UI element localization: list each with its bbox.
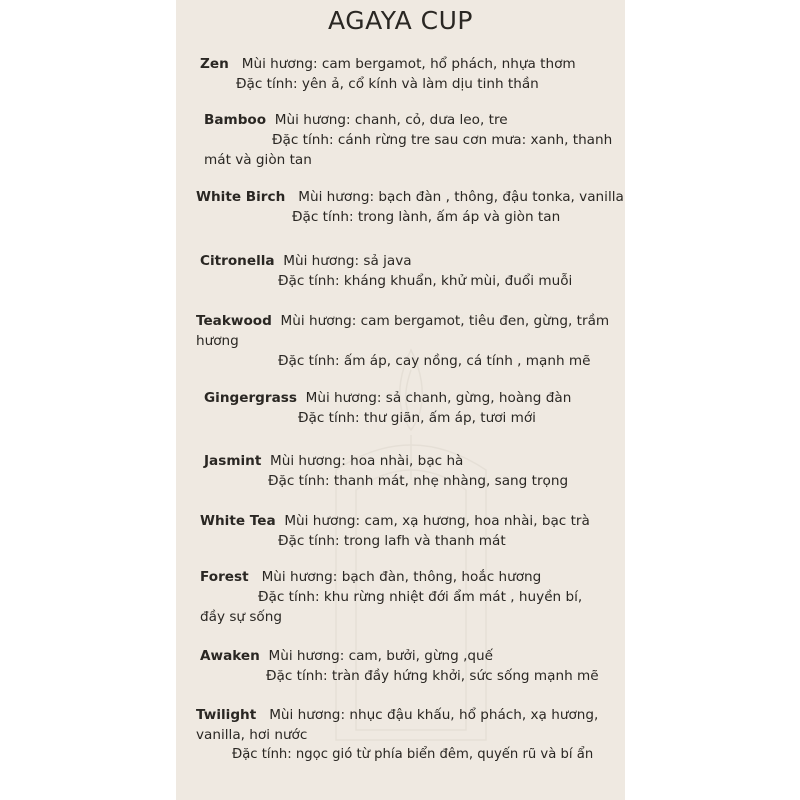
page-title: AGAYA CUP	[328, 6, 473, 35]
scent-notes: Mùi hương: cam, bưởi, gừng ,quế	[268, 648, 494, 664]
scent-name: Zen	[200, 56, 229, 72]
scent-name: White Tea	[200, 513, 276, 529]
scent-notes: Mùi hương: chanh, cỏ, dưa leo, tre	[274, 112, 508, 128]
scent-notes: Mùi hương: sả chanh, gừng, hoàng đàn	[305, 390, 572, 406]
scent-notes: Mùi hương: hoa nhài, bạc hà	[269, 453, 464, 469]
scent-notes: Mùi hương: cam bergamot, hổ phách, nhựa thơm	[241, 56, 576, 72]
scent-name: Awaken	[200, 648, 260, 664]
scent-traits-cont: mát và giòn tan	[204, 152, 312, 168]
scent-name: Bamboo	[204, 112, 267, 128]
scent-traits: Đặc tính: yên ả, cổ kính và làm dịu tinh thần	[236, 76, 539, 92]
scent-traits: Đặc tính: thư giãn, ấm áp, tươi mới	[298, 410, 536, 426]
scent-traits-cont: đầy sự sống	[200, 609, 282, 625]
scent-traits: Đặc tính: khu rừng nhiệt đới ẩm mát , huyền bí,	[258, 589, 583, 605]
scent-name: Jasmint	[204, 453, 262, 469]
scent-traits: Đặc tính: trong lafh và thanh mát	[278, 533, 506, 549]
scent-traits: Đặc tính: ngọc gió từ phía biển đêm, quyến rũ và bí ẩn	[232, 747, 594, 762]
scent-notes: Mùi hương: sả java	[283, 253, 412, 269]
scent-name: Teakwood	[196, 313, 272, 329]
scent-traits: Đặc tính: tràn đầy hứng khởi, sức sống mạnh mẽ	[266, 668, 599, 684]
scent-notes: Mùi hương: nhục đậu khấu, hổ phách, xạ hương,	[269, 707, 599, 723]
scent-notes: Mùi hương: bạch đàn , thông, đậu tonka, vanilla	[298, 189, 624, 205]
scent-name: Forest	[200, 569, 249, 585]
scent-name: Twilight	[196, 707, 257, 723]
scent-traits: Đặc tính: trong lành, ấm áp và giòn tan	[292, 209, 561, 225]
scent-name: White Birch	[196, 189, 286, 205]
scent-notes: Mùi hương: bạch đàn, thông, hoắc hương	[261, 569, 542, 585]
product-scent-panel	[176, 0, 625, 800]
scent-name: Citronella	[200, 253, 275, 269]
scent-notes: Mùi hương: cam, xạ hương, hoa nhài, bạc trà	[284, 513, 590, 529]
scent-traits: Đặc tính: kháng khuẩn, khử mùi, đuổi muỗi	[278, 273, 573, 289]
scent-notes: Mùi hương: cam bergamot, tiêu đen, gừng, trầm	[280, 313, 610, 329]
scent-notes-cont: vanilla, hơi nước	[196, 727, 308, 743]
scent-traits: Đặc tính: thanh mát, nhẹ nhàng, sang trọng	[268, 473, 569, 489]
scent-traits: Đặc tính: cánh rừng tre sau cơn mưa: xanh, thanh	[272, 132, 613, 148]
scent-notes-cont: hương	[196, 333, 239, 349]
scent-name: Gingergrass	[204, 390, 297, 406]
scent-traits: Đặc tính: ấm áp, cay nồng, cá tính , mạnh mẽ	[278, 353, 591, 369]
